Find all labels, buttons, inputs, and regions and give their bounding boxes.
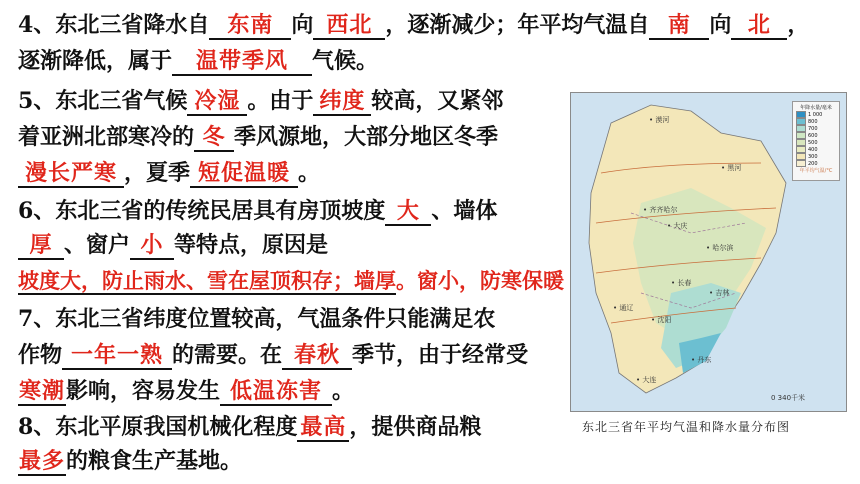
legend-value: 600: [808, 132, 818, 139]
map-scale: 0 340千米: [771, 394, 806, 402]
city-label: • 沈阳: [651, 316, 672, 324]
q7-blank-4[interactable]: 低温冻害: [220, 376, 332, 406]
legend-row: [796, 111, 839, 118]
q4-blank-5[interactable]: 温带季风: [172, 46, 312, 76]
q4-blank-3[interactable]: 南: [649, 10, 709, 40]
legend-swatch: [796, 132, 806, 139]
q8-line-2: 最多的粮食生产基地。: [18, 448, 243, 474]
q5-blank-1[interactable]: 冷湿: [187, 86, 247, 116]
q5-line-1: 5、东北三省气候 冷湿 。由于 纬度 较高，又紧邻: [18, 88, 504, 114]
legend-value: 800: [808, 118, 818, 125]
city-label: • 吉林: [709, 289, 730, 297]
city-label: • 大庆: [667, 222, 688, 230]
q8-line-1: 8、东北平原我国机械化程度 最高 ，提供商品粮: [18, 414, 482, 440]
city-label: • 黑河: [721, 164, 742, 172]
q5-line-3: 漫长严寒 ，夏季 短促温暖 。: [18, 158, 320, 188]
q5-blank-2[interactable]: 纬度: [313, 86, 371, 116]
legend-value: 500: [808, 139, 818, 146]
legend-swatch: [796, 153, 806, 160]
q6-blank-2[interactable]: 厚: [18, 230, 64, 260]
legend-swatch: [796, 118, 806, 125]
legend-value: 700: [808, 125, 818, 132]
legend-row: [796, 139, 839, 146]
q6-blank-4[interactable]: 坡度大，防止雨水、雪在屋顶积存；墙厚: [18, 269, 396, 293]
q5-blank-5[interactable]: 短促温暖: [190, 158, 298, 188]
map-legend: 年降水量/毫米 1 000 800 700 600 500 400 300 200 年平均气温/°C: [792, 101, 840, 181]
q6-line-2: 厚 、窗户 小 等特点，原因是: [18, 230, 328, 260]
legend-swatch: [796, 111, 806, 118]
legend-row: [796, 146, 839, 153]
q5-line-2: 着亚洲北部寒冷的 冬 季风源地，大部分地区冬季: [18, 124, 499, 150]
legend-value: 1 000: [808, 111, 823, 118]
city-label: • 丹东: [691, 356, 712, 364]
legend-rows: [793, 111, 839, 167]
q6-blank-3[interactable]: 小: [130, 230, 174, 260]
q7-blank-1[interactable]: 一年一熟: [62, 340, 172, 370]
q7-blank-3[interactable]: 寒潮: [18, 376, 66, 406]
q4-blank-2[interactable]: 西北: [313, 10, 385, 40]
city-label: • 漠河: [649, 116, 670, 124]
legend-value: 200: [808, 160, 818, 167]
legend-row: [796, 153, 839, 160]
legend-swatch: [796, 146, 806, 153]
city-label: • 哈尔滨: [706, 244, 734, 252]
legend-row: [796, 118, 839, 125]
q8-blank-1[interactable]: 最高: [297, 412, 349, 442]
q4-text: 、东北三省降水自: [33, 12, 210, 38]
q6-line-3: 坡度大，防止雨水、雪在屋顶积存；墙厚。窗小，防寒保暖: [18, 269, 564, 293]
q5-blank-3[interactable]: 冬: [194, 122, 234, 152]
q4-blank-4[interactable]: 北: [731, 10, 787, 40]
q5-blank-4[interactable]: 漫长严寒: [18, 158, 124, 188]
q4-line-1: 4、东北三省降水自 东南 向 西北 ，逐渐减少；年平均气温自 南 向 北 ，: [18, 12, 810, 38]
legend-swatch: [796, 139, 806, 146]
northeast-climate-map: [570, 92, 847, 412]
q8-blank-2[interactable]: 最多: [18, 446, 66, 476]
city-label: • 长春: [671, 279, 692, 287]
legend-swatch: [796, 125, 806, 132]
legend-swatch: [796, 160, 806, 167]
city-label: • 齐齐哈尔: [643, 206, 678, 214]
map-caption: 东北三省年平均气温和降水量分布图: [582, 420, 791, 434]
q4-blank-1[interactable]: 东南: [209, 10, 291, 40]
legend-row: [796, 160, 839, 167]
q6-line-1: 6、东北三省的传统民居具有房顶坡度 大 、墙体: [18, 198, 498, 224]
legend-value: 300: [808, 153, 818, 160]
legend-row: [796, 125, 839, 132]
city-label: • 大连: [636, 376, 657, 384]
q7-blank-2[interactable]: 春秋: [282, 340, 352, 370]
q7-line-2: 作物 一年一熟 的需要。在 春秋 季节，由于经常受: [18, 342, 529, 368]
q4-number: 4: [18, 12, 34, 38]
legend-row: [796, 132, 839, 139]
city-label: • 通辽: [613, 304, 634, 312]
q6-blank-1[interactable]: 大: [385, 196, 431, 226]
q7-line-3: 寒潮影响，容易发生 低温冻害 。: [18, 378, 355, 404]
legend-value: 400: [808, 146, 818, 153]
q4-line-2: 逐渐降低，属于 温带季风 气候。: [18, 48, 379, 74]
q7-line-1: 7、东北三省纬度位置较高，气温条件只能满足农: [18, 306, 496, 332]
